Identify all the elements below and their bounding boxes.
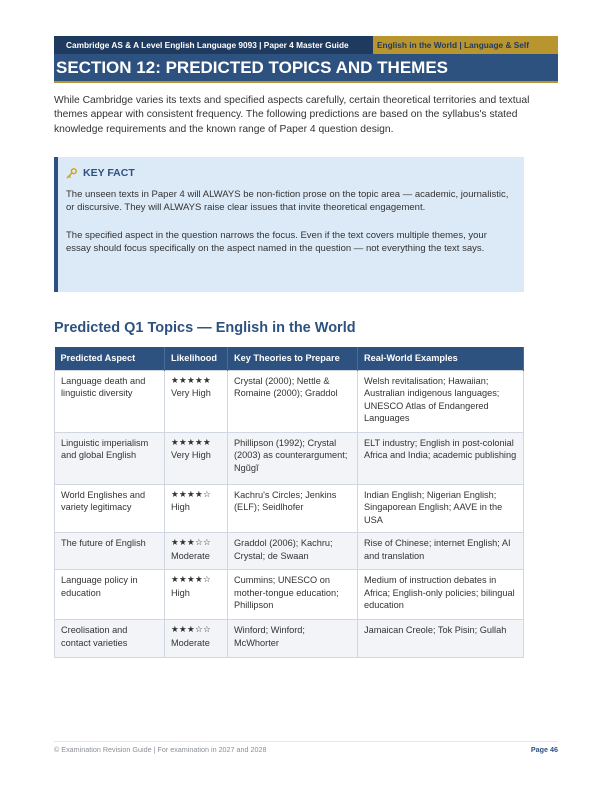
- key-fact-box: [54, 157, 524, 292]
- page-number: Page 46: [530, 745, 558, 754]
- theories-cell: Winford; Winford; McWhorter: [228, 620, 358, 658]
- aspect-cell: Linguistic imperialism and global English: [55, 432, 165, 484]
- likelihood-cell: [165, 533, 228, 570]
- star-rating: ★★★★☆: [171, 489, 212, 500]
- star-rating: ★★★★☆: [171, 575, 212, 586]
- intro-paragraph: While Cambridge varies its texts and specified aspects carefully, certain theoretical territories and textual themes appear with consistent frequency. The following predictions are based on the syllabus's stated knowledge requirements and the known range of Paper 4 question design.: [54, 95, 530, 135]
- likelihood-cell: [165, 484, 228, 533]
- examples-cell: ELT industry; English in post-colonial Africa and India; academic publishing: [358, 432, 524, 484]
- aspect-cell: Creolisation and contact varieties: [55, 620, 165, 658]
- likelihood-cell: [165, 370, 228, 432]
- key-fact-heading: [66, 165, 514, 181]
- table-row: [55, 570, 524, 620]
- header-key-theories: Key Theories to Prepare: [228, 347, 358, 370]
- table-row: [55, 484, 524, 533]
- likelihood-cell: [165, 432, 228, 484]
- key-fact-title: KEY FACT: [83, 167, 135, 179]
- header-real-world-examples: Real-World Examples: [358, 347, 524, 370]
- likelihood-label: Very High: [171, 388, 211, 399]
- likelihood-label: Moderate: [171, 637, 210, 648]
- table-heading: Predicted Q1 Topics — English in the World: [54, 320, 356, 336]
- table-row: [55, 370, 524, 432]
- theories-cell: Crystal (2000); Nettle & Romaine (2000); Graddol: [228, 370, 358, 432]
- theories-cell: Phillipson (1992); Crystal (2003) as counterargument; Ngũgĩ: [228, 432, 358, 484]
- key-icon: [66, 168, 77, 179]
- likelihood-label: Very High: [171, 450, 211, 461]
- examples-cell: Indian English; Nigerian English; Singaporean English; AAVE in the USA: [358, 484, 524, 533]
- aspect-cell: Language policy in education: [55, 570, 165, 620]
- title-underline: [54, 81, 558, 83]
- examples-cell: Jamaican Creole; Tok Pisin; Gullah: [358, 620, 524, 658]
- star-rating: ★★★★★: [171, 375, 212, 386]
- theories-cell: Graddol (2006); Kachru; Crystal; de Swaan: [228, 533, 358, 570]
- table-row: [55, 620, 524, 658]
- examples-cell: Welsh revitalisation; Hawaiian; Australian indigenous languages; UNESCO Atlas of Endangered Languages: [358, 370, 524, 432]
- theories-cell: Cummins; UNESCO on mother-tongue education; Phillipson: [228, 570, 358, 620]
- footer-divider: [54, 741, 558, 742]
- likelihood-cell: [165, 570, 228, 620]
- star-rating: ★★★☆☆: [171, 538, 212, 549]
- table-row: [55, 432, 524, 484]
- aspect-cell: The future of English: [55, 533, 165, 570]
- examples-cell: Rise of Chinese; internet English; AI and translation: [358, 533, 524, 570]
- theories-cell: Kachru's Circles; Jenkins (ELF); Seidlhofer: [228, 484, 358, 533]
- section-title: SECTION 12: PREDICTED TOPICS AND THEMES: [54, 54, 558, 81]
- table-row: [55, 533, 524, 570]
- aspect-cell: World Englishes and variety legitimacy: [55, 484, 165, 533]
- header-predicted-aspect: Predicted Aspect: [55, 347, 165, 370]
- likelihood-cell: [165, 620, 228, 658]
- star-rating: ★★★☆☆: [171, 625, 212, 636]
- footer-copyright: © Examination Revision Guide | For examination in 2027 and 2028: [54, 745, 267, 754]
- header-topic-tag: English in the World | Language & Self: [373, 36, 558, 54]
- running-header: [54, 36, 558, 54]
- header-guide-title: Cambridge AS & A Level English Language 9093 | Paper 4 Master Guide: [54, 36, 373, 54]
- likelihood-label: Moderate: [171, 550, 210, 561]
- likelihood-label: High: [171, 587, 190, 598]
- header-likelihood: Likelihood: [165, 347, 228, 370]
- predicted-topics-table: [54, 347, 524, 658]
- table-header-row: [55, 347, 524, 370]
- star-rating: ★★★★★: [171, 437, 212, 448]
- key-fact-paragraph-2: The specified aspect in the question narrows the focus. Even if the text covers multiple themes, your essay should focus specifically on the aspect named in the question — not everything the text says.: [66, 229, 487, 254]
- key-fact-paragraph-1: The unseen texts in Paper 4 will ALWAYS be non-fiction prose on the topic area — academic, journalistic, or discursive. They will ALWAYS raise clear issues that invite theoretical engagement.: [66, 189, 509, 214]
- examples-cell: Medium of instruction debates in Africa; English-only policies; bilingual education: [358, 570, 524, 620]
- aspect-cell: Language death and linguistic diversity: [55, 370, 165, 432]
- likelihood-label: High: [171, 502, 190, 513]
